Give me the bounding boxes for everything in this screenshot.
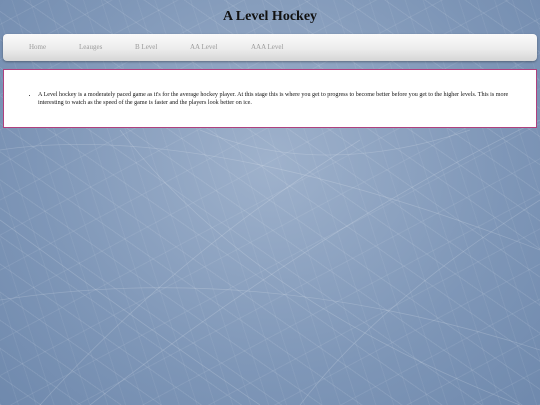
list-item: • A Level hockey is a moderately paced game as it's for the average hockey player. At this stage this is where you get to progress to become better before you get to the higher levels. This is more interesting to watch as the speed of the game is faster and the players look better on ice.: [38, 91, 514, 107]
nav-aaa-level-link[interactable]: AAA Level: [251, 43, 284, 51]
nav-aa-level-link[interactable]: AA Level: [190, 43, 218, 51]
content-panel: [3, 69, 537, 128]
nav-home-link[interactable]: Home: [29, 43, 47, 51]
nav-leauges-link[interactable]: Leauges: [79, 43, 103, 51]
page-title: A Level Hockey: [222, 9, 318, 24]
navbar: [3, 34, 537, 61]
nav-b-level-link[interactable]: B Level: [135, 43, 158, 51]
info-list: [4, 91, 536, 107]
